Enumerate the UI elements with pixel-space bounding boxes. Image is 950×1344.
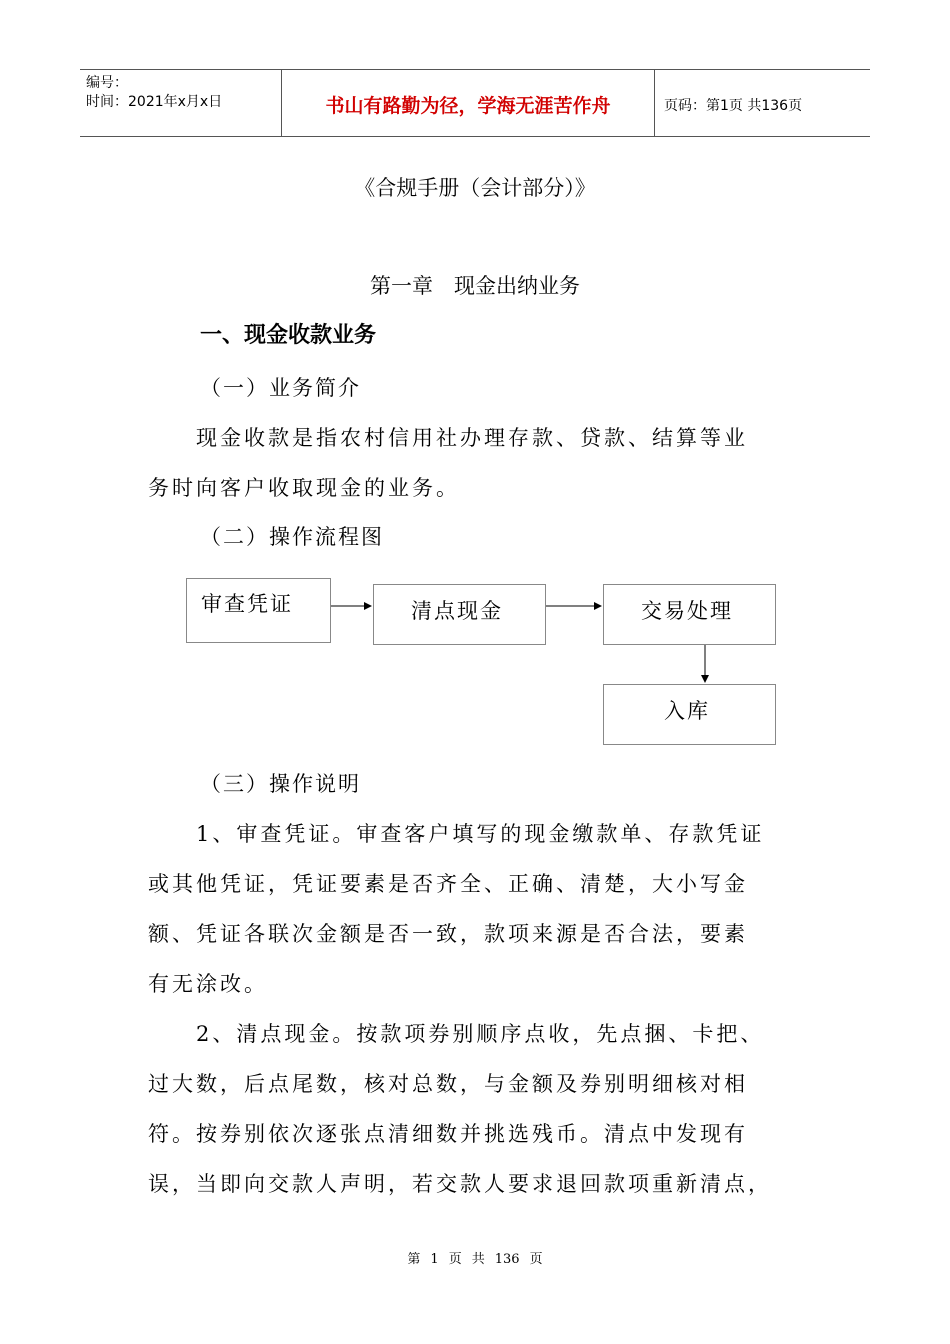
- page-footer: [0, 1248, 950, 1267]
- footer-total-pages: 136: [494, 1252, 520, 1267]
- footer-ye: 页: [529, 1252, 543, 1267]
- subsection-instructions-heading: （三）操作说明: [200, 772, 361, 796]
- flow-step-label: 清点现金: [411, 599, 503, 623]
- paragraph-2-line: 过大数，后点尾数，核对总数，与金额及券别明细核对相: [148, 1072, 748, 1096]
- footer-gong: 共: [471, 1252, 485, 1267]
- paragraph-2-line: 符。按券别依次逐张点清细数并挑选残币。清点中发现有: [148, 1122, 748, 1146]
- paragraph-2-line: 误，当即向交款人声明，若交款人要求退回款项重新清点，: [148, 1172, 772, 1196]
- footer-di: 第: [407, 1252, 421, 1267]
- document-title: 《合规手册（会计部分）》: [354, 176, 596, 200]
- paragraph-2-line: 2、清点现金。按款项券别顺序点收，先点捆、卡把、: [196, 1022, 765, 1046]
- flow-step-label: 入库: [664, 699, 710, 723]
- footer-ye: 页: [448, 1252, 462, 1267]
- flow-step-label: 交易处理: [641, 599, 733, 623]
- subsection-intro-heading: （一）业务简介: [200, 376, 361, 400]
- section-heading: 一、现金收款业务: [200, 323, 377, 348]
- header-page-info: 页码：第1页 共136页: [664, 98, 803, 114]
- document-date: 时间：2021年x月x日: [86, 94, 223, 110]
- paragraph-1-line: 或其他凭证，凭证要素是否齐全、正确、清楚，大小写金: [148, 872, 748, 896]
- subsection-flow-heading: （二）操作流程图: [200, 525, 384, 549]
- document-number-label: 编号：: [86, 75, 128, 91]
- intro-line: 务时向客户收取现金的业务。: [148, 476, 460, 500]
- flow-step-label: 审查凭证: [201, 592, 293, 616]
- footer-page-number: 1: [430, 1252, 439, 1267]
- intro-line: 现金收款是指农村信用社办理存款、贷款、结算等业: [196, 426, 748, 450]
- header-motto: 书山有路勤为径，学海无涯苦作舟: [325, 95, 611, 117]
- paragraph-1-line: 额、凭证各联次金额是否一致，款项来源是否合法，要素: [148, 922, 748, 946]
- paragraph-1-line: 1、审查凭证。审查客户填写的现金缴款单、存款凭证: [196, 822, 765, 846]
- chapter-heading: 第一章 现金出纳业务: [370, 274, 580, 298]
- paragraph-1-line: 有无涂改。: [148, 972, 268, 996]
